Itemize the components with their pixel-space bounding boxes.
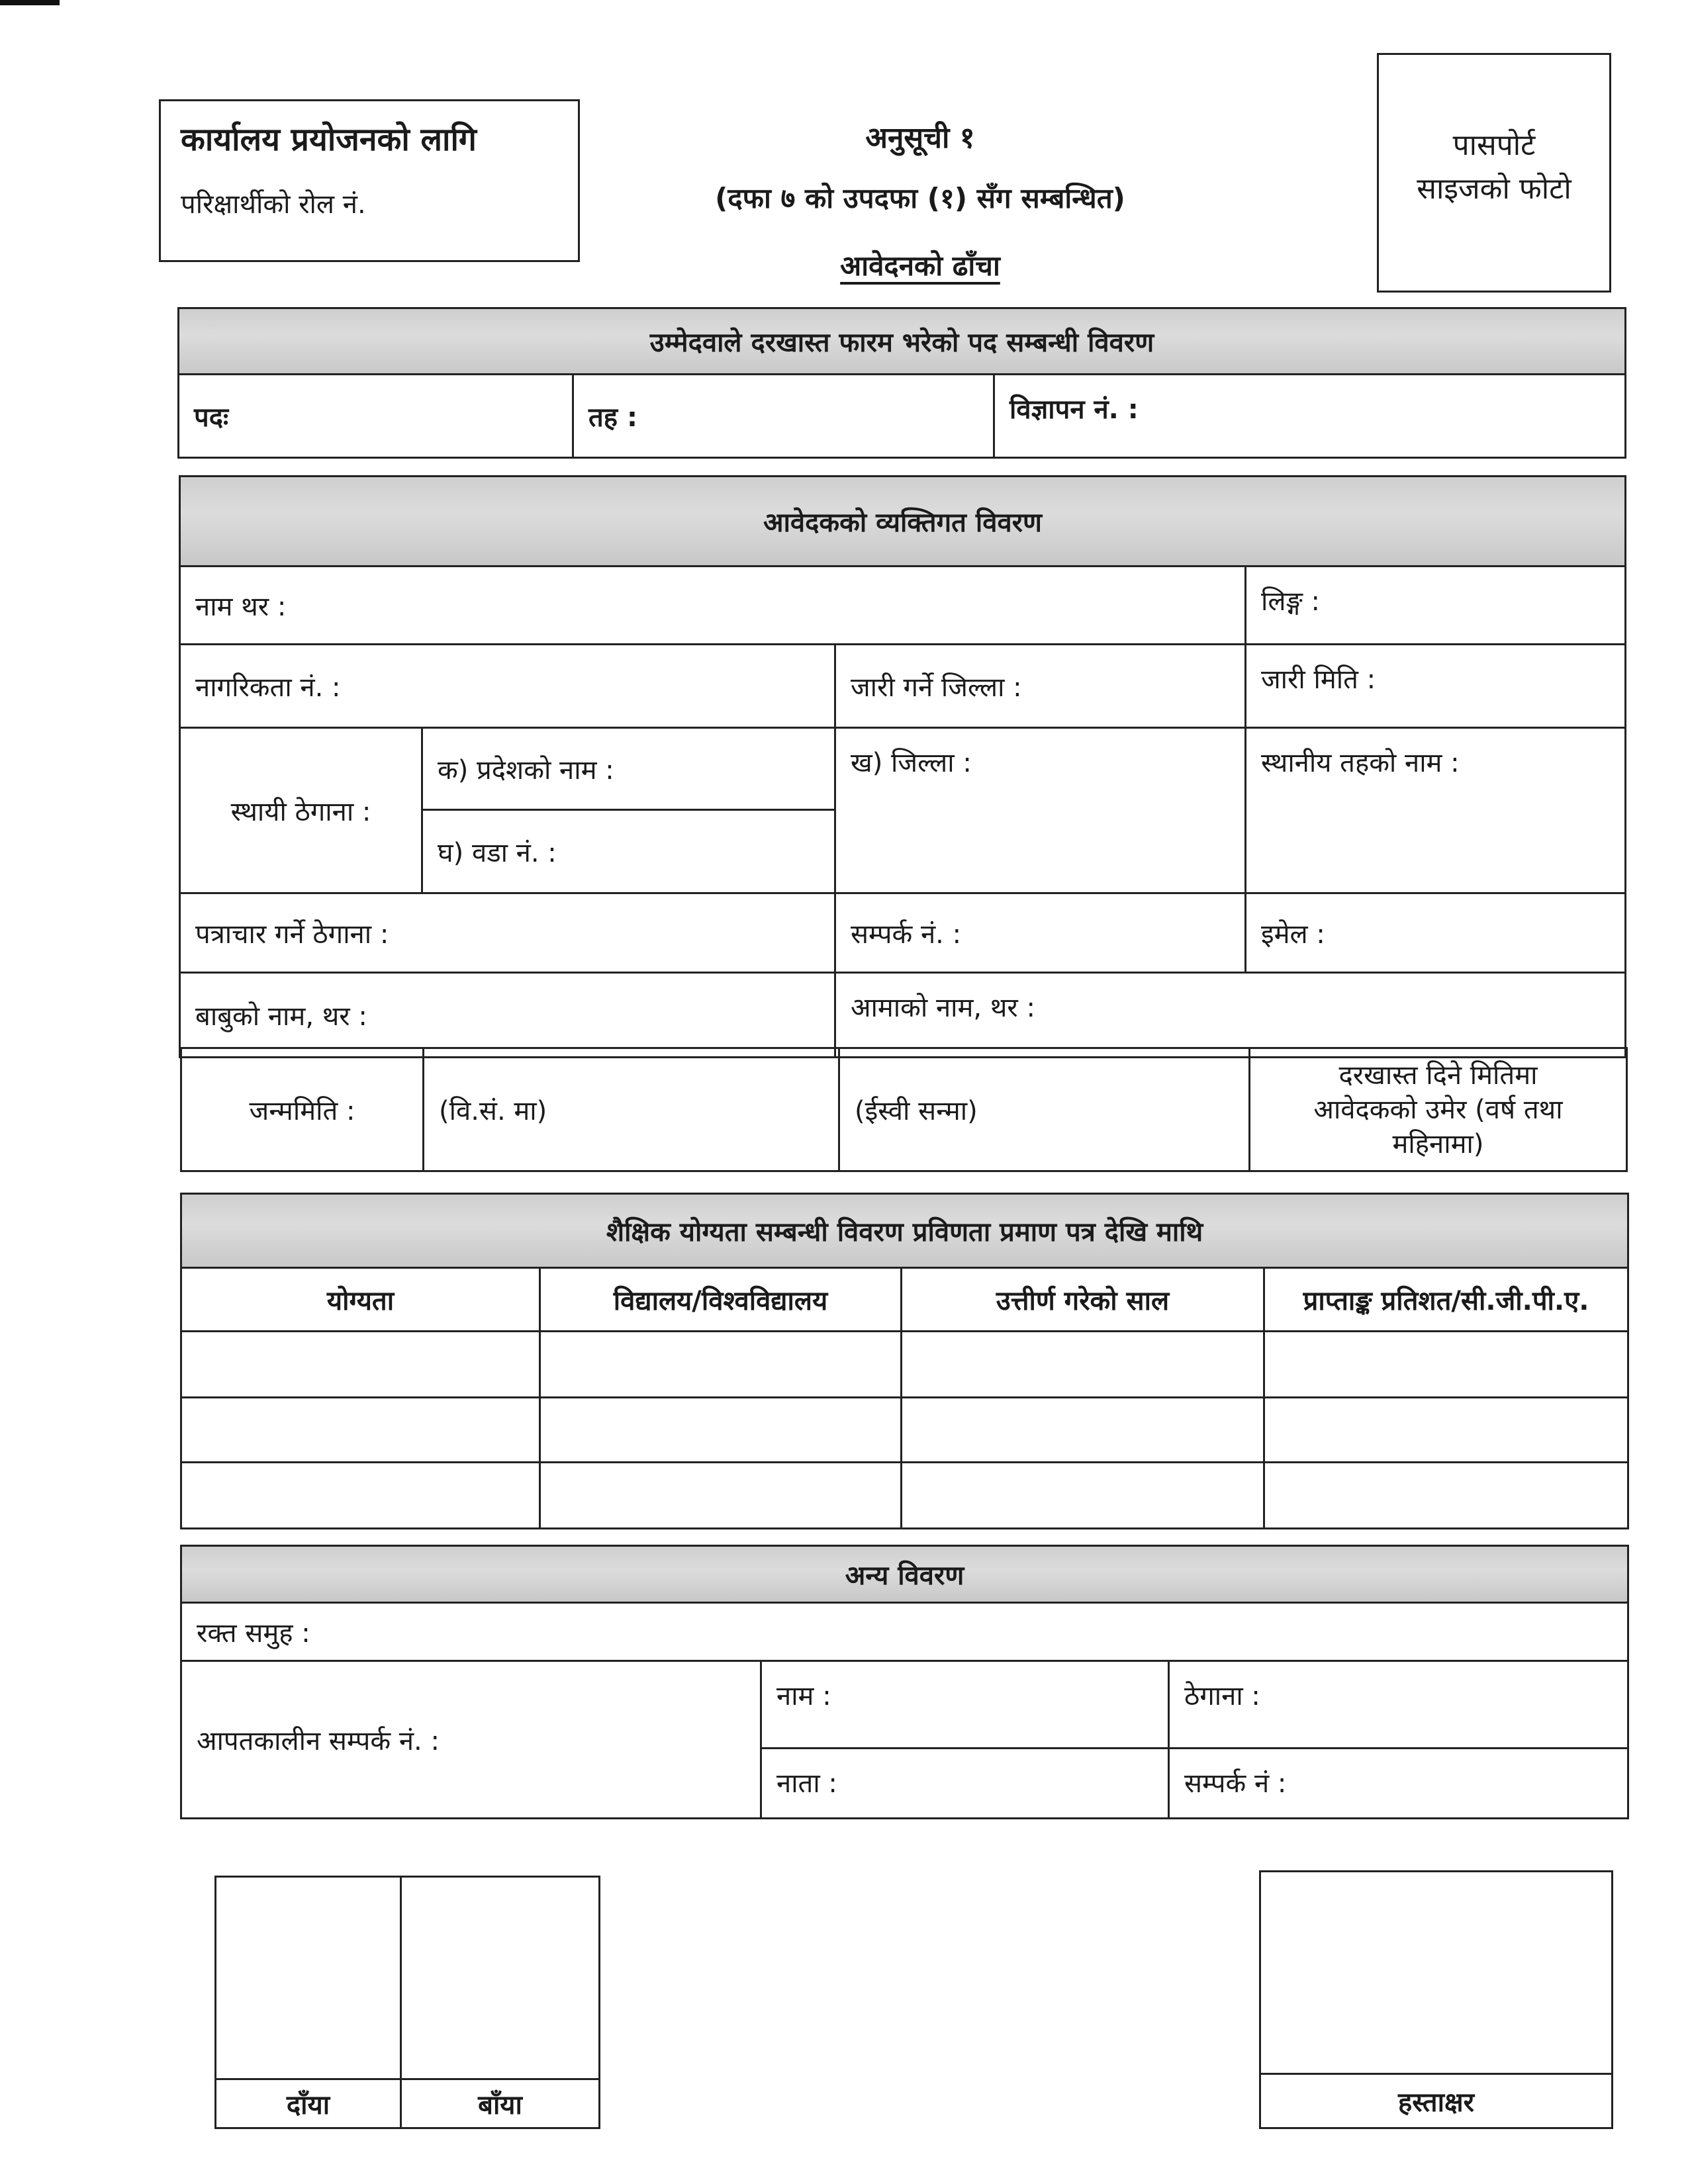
- father-name-field[interactable]: बाबुको नाम, थर :: [180, 973, 835, 1058]
- schedule-reference: (दफा ७ को उपदफा (१) सँग सम्बन्धित): [715, 182, 1125, 214]
- contact-number-field[interactable]: सम्पर्क नं. :: [835, 893, 1246, 973]
- office-use-box: [159, 99, 580, 262]
- emergency-relation-field[interactable]: नाता :: [761, 1749, 1169, 1819]
- photo-label-line2: साइजको फोटो: [1417, 172, 1571, 206]
- schedule-title: अनुसूची १: [865, 121, 975, 155]
- education-col-year: उत्तीर्ण गरेको साल: [902, 1268, 1264, 1332]
- emergency-contact-label: आपतकालीन सम्पर्क नं. :: [181, 1661, 761, 1819]
- education-cell[interactable]: [181, 1463, 540, 1529]
- right-thumb-label: दाँया: [216, 2079, 401, 2128]
- citizenship-number-field[interactable]: नागरिकता नं. :: [180, 645, 835, 728]
- emergency-name-field[interactable]: नाम :: [761, 1661, 1169, 1749]
- other-details-table: [180, 1545, 1629, 1819]
- permanent-address-label: स्थायी ठेगाना :: [180, 728, 422, 893]
- blood-group-field[interactable]: रक्त समुह :: [181, 1603, 1628, 1661]
- ward-number-field[interactable]: घ) वडा नं. :: [422, 810, 835, 893]
- education-col-qualification: योग्यता: [181, 1268, 540, 1332]
- education-row: [181, 1463, 1628, 1529]
- scan-corner-mark: [0, 0, 60, 5]
- education-cell[interactable]: [181, 1332, 540, 1398]
- education-section-header: शैक्षिक योग्यता सम्बन्धी विवरण प्रविणता प्रमाण पत्र देखि माथि: [181, 1194, 1628, 1268]
- education-cell[interactable]: [540, 1332, 902, 1398]
- mother-name-field[interactable]: आमाको नाम, थर :: [835, 973, 1626, 1058]
- post-section-header: उम्मेदवाले दरखास्त फारम भरेको पद सम्बन्धी विवरण: [179, 308, 1626, 375]
- personal-details-table: [179, 475, 1626, 1058]
- signature-label: हस्ताक्षर: [1260, 2074, 1613, 2128]
- thumbprint-table: [214, 1876, 600, 2129]
- emergency-contact-number-field[interactable]: सम्पर्क नं :: [1169, 1749, 1628, 1819]
- education-row: [181, 1332, 1628, 1398]
- age-label-line2: आवेदकको उमेर (वर्ष तथा: [1313, 1094, 1563, 1125]
- dob-label: जन्ममिति :: [181, 1048, 424, 1171]
- education-cell[interactable]: [181, 1398, 540, 1463]
- mailing-address-field[interactable]: पत्राचार गर्ने ठेगाना :: [180, 893, 835, 973]
- education-cell[interactable]: [902, 1398, 1264, 1463]
- education-cell[interactable]: [1264, 1332, 1628, 1398]
- education-cell[interactable]: [1264, 1463, 1628, 1529]
- email-field[interactable]: इमेल :: [1246, 893, 1626, 973]
- personal-section-header: आवेदकको व्यक्तिगत विवरण: [180, 477, 1626, 567]
- emergency-address-field[interactable]: ठेगाना :: [1169, 1661, 1628, 1749]
- education-row: [181, 1398, 1628, 1463]
- office-use-title: कार्यालय प्रयोजनको लागि: [181, 121, 477, 158]
- level-field[interactable]: तह :: [573, 375, 994, 458]
- roll-number-label: परिक्षार्थीको रोल नं.: [181, 189, 366, 220]
- district-field[interactable]: ख) जिल्ला :: [835, 728, 1246, 893]
- dob-table: [180, 1047, 1628, 1172]
- photo-label-line1: पासपोर्ट: [1452, 128, 1536, 162]
- age-label-line1: दरखास्त दिने मितिमा: [1338, 1060, 1538, 1091]
- name-field[interactable]: नाम थर :: [180, 567, 1246, 645]
- education-cell[interactable]: [540, 1463, 902, 1529]
- signature-table: [1259, 1870, 1613, 2129]
- education-col-score: प्राप्ताङ्क प्रतिशत/सी.जी.पी.ए.: [1264, 1268, 1628, 1332]
- left-thumb-label: बाँया: [401, 2079, 600, 2128]
- education-col-institution: विद्यालय/विश्वविद्यालय: [540, 1268, 902, 1332]
- form-title: आवेदनको ढाँचा: [840, 250, 1000, 282]
- gender-field[interactable]: लिङ्ग :: [1246, 567, 1626, 645]
- age-label-line3: महिनामा): [1392, 1128, 1484, 1160]
- photo-box: [1377, 53, 1611, 293]
- province-field[interactable]: क) प्रदेशको नाम :: [422, 728, 835, 810]
- left-thumb-box[interactable]: [401, 1877, 600, 2079]
- dob-bs-field[interactable]: (वि.सं. मा): [424, 1048, 839, 1171]
- age-field[interactable]: [1250, 1048, 1627, 1171]
- other-section-header: अन्य विवरण: [181, 1546, 1628, 1603]
- education-cell[interactable]: [902, 1332, 1264, 1398]
- signature-box[interactable]: [1260, 1872, 1613, 2074]
- issue-district-field[interactable]: जारी गर्ने जिल्ला :: [835, 645, 1246, 728]
- right-thumb-box[interactable]: [216, 1877, 401, 2079]
- education-cell[interactable]: [540, 1398, 902, 1463]
- dob-ad-field[interactable]: (ईस्वी सन्मा): [839, 1048, 1250, 1171]
- issue-date-field[interactable]: जारी मिति :: [1246, 645, 1626, 728]
- local-level-field[interactable]: स्थानीय तहको नाम :: [1246, 728, 1626, 893]
- post-details-table: [177, 307, 1626, 459]
- education-cell[interactable]: [902, 1463, 1264, 1529]
- education-table: [180, 1193, 1629, 1529]
- post-field[interactable]: पदः: [179, 375, 573, 458]
- education-cell[interactable]: [1264, 1398, 1628, 1463]
- advert-number-field[interactable]: विज्ञापन नं. :: [994, 375, 1626, 458]
